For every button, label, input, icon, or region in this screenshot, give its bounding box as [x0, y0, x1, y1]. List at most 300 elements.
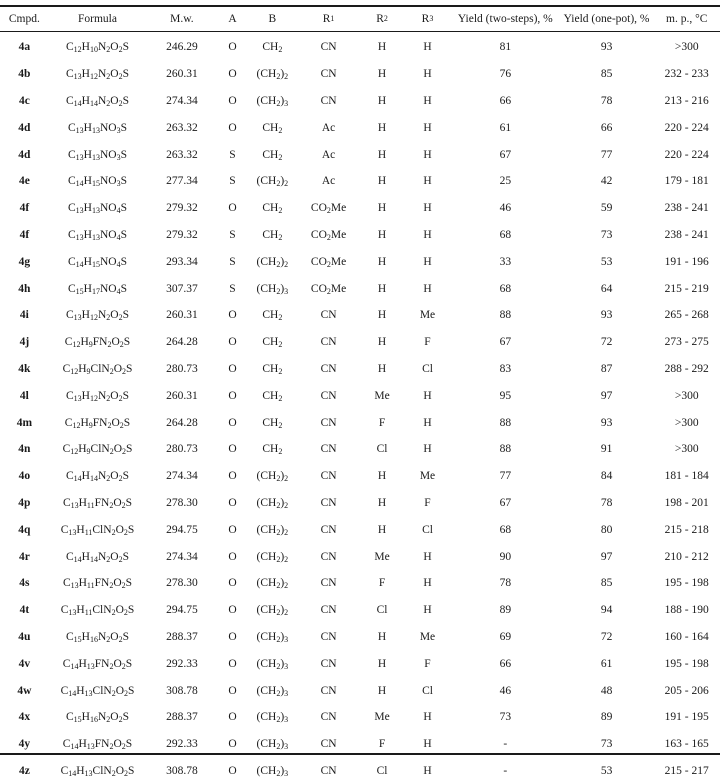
cell-mp: 191 - 196: [664, 255, 709, 268]
cell-yield-two-steps: 69: [499, 630, 512, 643]
cell-yield-two-steps: 46: [499, 202, 512, 215]
header-r2: R 2: [376, 13, 388, 25]
cell-formula: $C_{13}H_{11}FN_2O_2S$: [62, 577, 133, 591]
cell-yield-one-pot: 89: [600, 711, 613, 724]
cell-cmpd: 4q: [18, 523, 31, 536]
table-row: [0, 356, 720, 383]
cell-r2: H: [377, 309, 387, 322]
cell-formula: $C_{13}H_{13}NO_3S$: [67, 148, 127, 162]
header-rule: [0, 31, 720, 32]
cell-yield-one-pot: 66: [600, 121, 613, 134]
cell-yield-one-pot: 97: [600, 389, 613, 402]
cell-cmpd: 4n: [18, 443, 31, 456]
cell-yield-two-steps: 90: [499, 550, 512, 563]
cell-b: $CH_2$: [262, 309, 283, 323]
cell-yield-two-steps: 88: [499, 443, 512, 456]
cell-yield-two-steps: 89: [499, 604, 512, 617]
cell-a: O: [228, 362, 237, 375]
cell-r2: F: [378, 738, 386, 751]
cell-cmpd: 4i: [19, 309, 29, 322]
cell-mw: 278.30: [166, 496, 198, 509]
cell-mw: 292.33: [166, 657, 198, 670]
cell-a: O: [228, 68, 237, 81]
cell-r1: CN: [320, 309, 337, 322]
cell-yield-one-pot: 80: [600, 523, 613, 536]
cell-r2: H: [377, 228, 387, 241]
cell-cmpd: 4g: [18, 255, 31, 268]
cell-r1: CN: [320, 630, 337, 643]
cell-mp: 179 - 181: [664, 175, 709, 188]
table-row: [0, 516, 720, 543]
cell-r1: CN: [320, 604, 337, 617]
table-row: [0, 329, 720, 356]
cell-r3: F: [424, 496, 431, 509]
cell-a: O: [228, 630, 237, 643]
cell-r2: H: [377, 94, 387, 107]
cell-r1: $CO_2Me$: [310, 255, 347, 269]
cell-yield-two-steps: 68: [499, 228, 512, 241]
cell-a: S: [229, 175, 236, 188]
cell-cmpd: 4d: [18, 121, 31, 134]
cell-mw: 294.75: [166, 523, 198, 536]
cell-yield-two-steps: 33: [499, 255, 512, 268]
cell-cmpd: 4v: [18, 657, 31, 670]
cell-mw: 307.37: [166, 282, 198, 295]
cell-formula: $C_{14}H_{14}N_2O_2S$: [65, 94, 129, 108]
cell-yield-two-steps: -: [503, 764, 508, 777]
cell-r1: CN: [320, 577, 337, 590]
cell-yield-two-steps: 25: [499, 175, 512, 188]
cell-cmpd: 4u: [18, 630, 31, 643]
cell-yield-one-pot: 87: [600, 362, 613, 375]
cell-a: O: [228, 657, 237, 670]
cell-mp: 191 - 195: [664, 711, 709, 724]
cell-r2: H: [377, 68, 387, 81]
cell-b: $(CH_2)_2$: [256, 604, 289, 618]
cell-yield-one-pot: 84: [600, 470, 613, 483]
cell-mw: 292.33: [166, 738, 198, 751]
cell-cmpd: 4e: [18, 175, 30, 188]
cell-formula: $C_{14}H_{14}N_2O_2S$: [65, 470, 129, 484]
cell-r3: H: [423, 175, 432, 188]
cell-r3: Me: [419, 470, 436, 483]
cell-yield-one-pot: 61: [600, 657, 613, 670]
cell-r3: Cl: [422, 523, 433, 536]
cell-mw: 293.34: [166, 255, 198, 268]
cell-r1: CN: [320, 523, 337, 536]
cell-r2: Cl: [376, 443, 388, 456]
cell-yield-one-pot: 93: [600, 416, 613, 429]
cell-r3: H: [423, 282, 432, 295]
cell-formula: $C_{12}H_9FN_2O_2S$: [64, 416, 131, 430]
cell-formula: $C_{13}H_{11}FN_2O_2S$: [62, 496, 133, 510]
cell-yield-one-pot: 78: [600, 496, 613, 509]
cell-mp: 220 - 224: [664, 121, 709, 134]
cell-yield-one-pot: 91: [600, 443, 613, 456]
cell-a: O: [228, 738, 237, 751]
cell-b: $(CH_2)_2$: [256, 523, 289, 537]
cell-cmpd: 4r: [18, 550, 30, 563]
cell-a: O: [228, 309, 237, 322]
table-body: [0, 34, 720, 784]
cell-mp: 288 - 292: [664, 362, 709, 375]
cell-b: $(CH_2)_3$: [256, 764, 289, 778]
cell-r3: H: [423, 389, 432, 402]
table-row: [0, 302, 720, 329]
cell-mp: 273 - 275: [664, 336, 709, 349]
cell-r3: H: [423, 228, 432, 241]
cell-r3: H: [423, 604, 432, 617]
cell-mw: 274.34: [166, 550, 198, 563]
cell-yield-two-steps: 76: [499, 68, 512, 81]
cell-yield-one-pot: 53: [600, 764, 613, 777]
cell-yield-one-pot: 53: [600, 255, 613, 268]
cell-r3: H: [423, 148, 432, 161]
cell-mw: 288.37: [166, 711, 198, 724]
cell-yield-two-steps: 88: [499, 309, 512, 322]
cell-b: $CH_2$: [262, 41, 283, 55]
cell-cmpd: 4k: [18, 362, 31, 375]
cell-mw: 264.28: [166, 416, 198, 429]
cell-r3: H: [423, 202, 432, 215]
cell-mw: 278.30: [166, 577, 198, 590]
cell-b: $(CH_2)_3$: [256, 630, 289, 644]
cell-a: O: [228, 764, 237, 777]
cell-r1: CN: [320, 389, 337, 402]
cell-r2: H: [377, 496, 387, 509]
cell-a: O: [228, 416, 237, 429]
cell-mw: 263.32: [166, 121, 198, 134]
table-row: [0, 195, 720, 222]
cell-b: $CH_2$: [262, 336, 283, 350]
cell-mw: 260.31: [166, 309, 198, 322]
cell-mw: 264.28: [166, 336, 198, 349]
cell-mp: 163 - 165: [664, 738, 709, 751]
cell-yield-one-pot: 97: [600, 550, 613, 563]
cell-a: O: [228, 121, 237, 134]
cell-r2: H: [377, 684, 387, 697]
cell-b: $(CH_2)_3$: [256, 738, 289, 752]
cell-b: $CH_2$: [262, 202, 283, 216]
cell-mw: 308.78: [166, 764, 198, 777]
cell-r3: H: [423, 68, 432, 81]
cell-a: O: [228, 523, 237, 536]
table-row: [0, 168, 720, 195]
cell-r3: H: [423, 550, 432, 563]
cell-mw: 246.29: [166, 41, 198, 54]
table-row: [0, 222, 720, 249]
cell-r2: F: [378, 577, 386, 590]
cell-formula: $C_{12}H_9FN_2O_2S$: [64, 336, 131, 350]
cell-b: $(CH_2)_3$: [256, 711, 289, 725]
cell-r1: CN: [320, 443, 337, 456]
table-row: [0, 570, 720, 597]
header-r1: R 1: [322, 13, 335, 25]
cell-mw: 294.75: [166, 604, 198, 617]
header-cmpd: Cmpd.: [8, 13, 40, 25]
cell-r3: H: [423, 764, 432, 777]
cell-r1: CN: [320, 764, 337, 777]
cell-cmpd: 4s: [19, 577, 30, 590]
header-yield-one-pot: Yield (one-pot), %: [563, 13, 650, 25]
cell-formula: $C_{13}H_{13}NO_4S$: [67, 228, 127, 242]
cell-mp: 188 - 190: [664, 604, 709, 617]
cell-r2: H: [377, 41, 387, 54]
cell-b: $(CH_2)_2$: [256, 68, 289, 82]
cell-r3: H: [423, 577, 432, 590]
cell-yield-one-pot: 48: [600, 684, 613, 697]
cell-formula: $C_{14}H_{13}ClN_2O_2S$: [60, 684, 135, 698]
cell-yield-two-steps: 88: [499, 416, 512, 429]
cell-cmpd: 4f: [19, 202, 30, 215]
cell-yield-one-pot: 72: [600, 630, 613, 643]
cell-r2: Cl: [376, 604, 388, 617]
cell-mp: 160 - 164: [664, 630, 709, 643]
cell-b: $(CH_2)_3$: [256, 657, 289, 671]
cell-r1: CN: [320, 362, 337, 375]
cell-cmpd: 4b: [18, 68, 31, 81]
cell-r3: H: [423, 121, 432, 134]
cell-yield-two-steps: 67: [499, 336, 512, 349]
cell-r1: CN: [320, 657, 337, 670]
cell-mw: 288.37: [166, 630, 198, 643]
cell-r3: H: [423, 711, 432, 724]
table-row: [0, 275, 720, 302]
cell-r2: Me: [374, 389, 390, 402]
cell-b: $CH_2$: [262, 416, 283, 430]
cell-a: O: [228, 94, 237, 107]
cell-yield-two-steps: 68: [499, 282, 512, 295]
cell-a: O: [228, 336, 237, 349]
header-mw: M.w.: [170, 13, 194, 25]
cell-yield-two-steps: 81: [499, 41, 512, 54]
cell-b: $(CH_2)_2$: [256, 496, 289, 510]
cell-r3: F: [424, 657, 431, 670]
table-row: [0, 543, 720, 570]
cell-r1: CN: [320, 711, 337, 724]
cell-r1: Ac: [321, 148, 336, 161]
cell-mw: 277.34: [166, 175, 198, 188]
cell-formula: $C_{13}H_{13}NO_4S$: [67, 202, 127, 216]
table-row: [0, 34, 720, 61]
cell-yield-two-steps: 77: [499, 470, 512, 483]
cell-a: O: [228, 684, 237, 697]
table-row: [0, 624, 720, 651]
cell-formula: $C_{14}H_{15}NO_4S$: [67, 255, 127, 269]
header-yield-two-steps: Yield (two-steps), %: [457, 13, 553, 25]
cell-r2: F: [378, 416, 386, 429]
cell-r1: CN: [320, 336, 337, 349]
cell-formula: $C_{15}H_{17}NO_4S$: [67, 282, 127, 296]
cell-a: O: [228, 470, 237, 483]
cell-cmpd: 4x: [18, 711, 31, 724]
table-row: [0, 436, 720, 463]
cell-yield-one-pot: 73: [600, 228, 613, 241]
header-a: A: [228, 13, 237, 25]
cell-mp: 210 - 212: [664, 550, 709, 563]
cell-r3: H: [423, 738, 432, 751]
cell-cmpd: 4m: [16, 416, 33, 429]
cell-yield-one-pot: 85: [600, 68, 613, 81]
cell-mp: 195 - 198: [664, 657, 709, 670]
cell-yield-two-steps: 66: [499, 657, 512, 670]
table-row: [0, 490, 720, 517]
cell-mp: 238 - 241: [664, 228, 709, 241]
cell-a: O: [228, 496, 237, 509]
cell-r2: H: [377, 121, 387, 134]
header-mp: m. p., °C: [666, 13, 708, 25]
cell-b: $(CH_2)_3$: [256, 684, 289, 698]
cell-r2: Me: [374, 550, 390, 563]
cell-r2: Cl: [376, 764, 388, 777]
cell-formula: $C_{12}H_9ClN_2O_2S$: [62, 443, 133, 457]
cell-r3: H: [423, 94, 432, 107]
table-row: [0, 597, 720, 624]
cell-r2: H: [377, 202, 387, 215]
cell-formula: $C_{13}H_{12}N_2O_2S$: [65, 309, 129, 323]
cell-cmpd: 4d: [18, 148, 31, 161]
cell-r2: H: [377, 630, 387, 643]
cell-mw: 260.31: [166, 68, 198, 81]
cell-mp: 181 - 184: [664, 470, 709, 483]
cell-r3: Cl: [422, 684, 433, 697]
cell-r1: CN: [320, 738, 337, 751]
cell-a: S: [229, 282, 236, 295]
cell-mp: >300: [674, 416, 699, 429]
cell-r2: H: [377, 336, 387, 349]
cell-cmpd: 4o: [18, 470, 31, 483]
table-header-row: [0, 8, 720, 30]
cell-yield-one-pot: 77: [600, 148, 613, 161]
cell-r1: Ac: [321, 121, 336, 134]
cell-formula: $C_{14}H_{13}FN_2O_2S$: [62, 738, 133, 752]
header-r3: R 3: [421, 13, 434, 25]
cell-mw: 280.73: [166, 443, 198, 456]
cell-mp: 238 - 241: [664, 202, 709, 215]
cell-formula: $C_{15}H_{16}N_2O_2S$: [65, 630, 129, 644]
cell-cmpd: 4a: [18, 41, 31, 54]
cell-formula: $C_{12}H_{10}N_2O_2S$: [65, 41, 129, 55]
table-row: [0, 88, 720, 115]
cell-mp: 215 - 217: [664, 764, 709, 777]
cell-mp: 215 - 218: [664, 523, 709, 536]
cell-b: $(CH_2)_2$: [256, 470, 289, 484]
cell-b: $(CH_2)_3$: [256, 94, 289, 108]
table-row: [0, 382, 720, 409]
cell-a: O: [228, 577, 237, 590]
cell-r1: CN: [320, 684, 337, 697]
cell-a: S: [229, 255, 236, 268]
cell-b: $CH_2$: [262, 228, 283, 242]
table-row: [0, 650, 720, 677]
cell-r1: CN: [320, 416, 337, 429]
cell-mp: 215 - 219: [664, 282, 709, 295]
header-formula: Formula: [78, 13, 117, 25]
table-row: [0, 704, 720, 731]
cell-r2: H: [377, 175, 387, 188]
cell-yield-two-steps: 95: [499, 389, 512, 402]
cell-yield-one-pot: 94: [600, 604, 613, 617]
cell-formula: $C_{13}H_{13}NO_3S$: [67, 121, 127, 135]
cell-b: $(CH_2)_2$: [256, 550, 289, 564]
cell-b: $(CH_2)_2$: [256, 175, 289, 189]
cell-cmpd: 4p: [18, 496, 31, 509]
cell-yield-one-pot: 85: [600, 577, 613, 590]
cell-r3: H: [423, 255, 432, 268]
cell-mw: 279.32: [166, 228, 198, 241]
cell-mw: 308.78: [166, 684, 198, 697]
cell-yield-one-pot: 42: [600, 175, 613, 188]
table-row: [0, 61, 720, 88]
table-row: [0, 141, 720, 168]
cell-a: S: [229, 148, 236, 161]
cell-yield-one-pot: 73: [600, 738, 613, 751]
cell-mp: >300: [674, 443, 699, 456]
cell-cmpd: 4y: [18, 738, 31, 751]
cell-mw: 279.32: [166, 202, 198, 215]
cell-formula: $C_{15}H_{16}N_2O_2S$: [65, 711, 129, 725]
table-row: [0, 463, 720, 490]
cell-yield-two-steps: 68: [499, 523, 512, 536]
cell-cmpd: 4w: [17, 684, 32, 697]
table-row: [0, 114, 720, 141]
top-rule: [0, 5, 720, 7]
cell-mw: 274.34: [166, 94, 198, 107]
cell-mp: 213 - 216: [664, 94, 709, 107]
cell-r2: H: [377, 470, 387, 483]
cell-yield-two-steps: 61: [499, 121, 512, 134]
cell-a: O: [228, 202, 237, 215]
cell-mw: 263.32: [166, 148, 198, 161]
cell-r2: Me: [374, 711, 390, 724]
cell-yield-two-steps: 73: [499, 711, 512, 724]
cell-formula: $C_{13}H_{12}N_2O_2S$: [65, 68, 129, 82]
cell-r3: F: [424, 336, 431, 349]
cell-yield-two-steps: -: [503, 738, 508, 751]
cell-r2: H: [377, 282, 387, 295]
cell-cmpd: 4j: [19, 336, 30, 349]
cell-a: O: [228, 41, 237, 54]
cell-formula: $C_{13}H_{11}ClN_2O_2S$: [60, 523, 135, 537]
cell-r3: Me: [419, 630, 436, 643]
cell-yield-one-pot: 72: [600, 336, 613, 349]
table-row: [0, 248, 720, 275]
cell-r1: Ac: [321, 175, 336, 188]
header-b: B: [268, 13, 277, 25]
cell-b: $(CH_2)_2$: [256, 577, 289, 591]
cell-r2: H: [377, 255, 387, 268]
cell-cmpd: 4z: [18, 764, 30, 777]
cell-r1: CN: [320, 470, 337, 483]
cell-mw: 280.73: [166, 362, 198, 375]
cell-yield-two-steps: 46: [499, 684, 512, 697]
cell-yield-one-pot: 93: [600, 41, 613, 54]
cell-yield-two-steps: 66: [499, 94, 512, 107]
cell-mp: 265 - 268: [664, 309, 709, 322]
cell-b: $CH_2$: [262, 389, 283, 403]
cell-yield-one-pot: 93: [600, 309, 613, 322]
cell-formula: $C_{14}H_{14}N_2O_2S$: [65, 550, 129, 564]
cell-r3: H: [423, 41, 432, 54]
table-row: [0, 677, 720, 704]
cell-r1: CN: [320, 41, 337, 54]
cell-formula: $C_{13}H_{11}ClN_2O_2S$: [60, 604, 135, 618]
cell-r2: H: [377, 523, 387, 536]
cell-a: O: [228, 443, 237, 456]
cell-mw: 274.34: [166, 470, 198, 483]
cell-a: S: [229, 228, 236, 241]
cell-cmpd: 4f: [19, 228, 30, 241]
